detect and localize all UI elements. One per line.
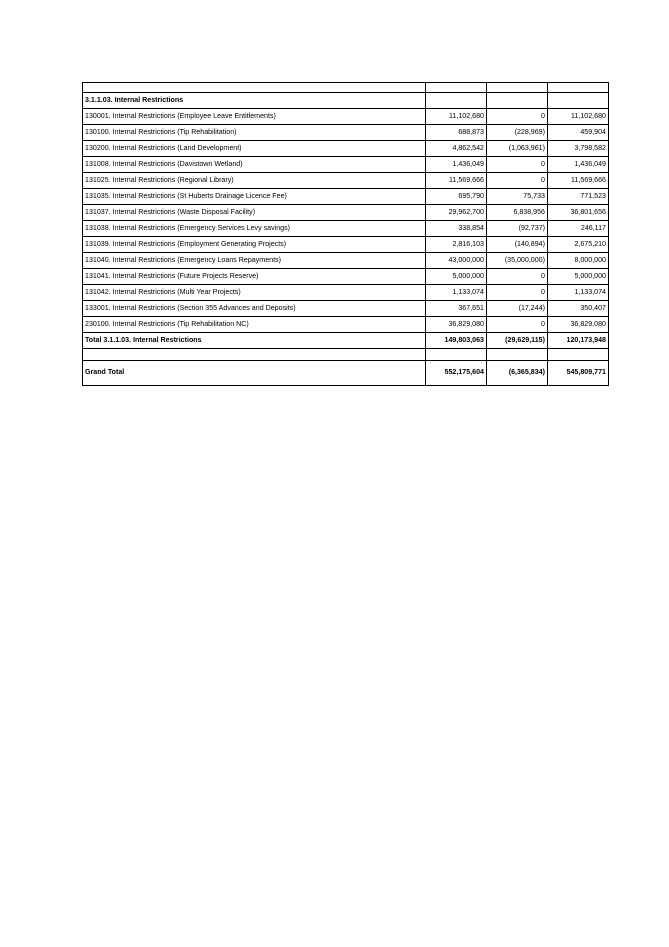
opening-balance: 338,854 xyxy=(426,221,487,237)
opening-balance: 29,962,700 xyxy=(426,205,487,221)
row-description: 131042. Internal Restrictions (Multi Year Projects) xyxy=(83,285,426,301)
row-description: 130100. Internal Restrictions (Tip Rehabilitation) xyxy=(83,125,426,141)
closing-balance: 36,829,080 xyxy=(548,317,609,333)
movement: 0 xyxy=(487,109,548,125)
opening-balance: 1,133,074 xyxy=(426,285,487,301)
row-description: 131035. Internal Restrictions (St Huberts Drainage Licence Fee) xyxy=(83,189,426,205)
grand-total-row xyxy=(83,361,609,386)
table-row xyxy=(83,141,609,157)
table-row xyxy=(83,157,609,173)
table-row xyxy=(83,253,609,269)
row-description: 230100. Internal Restrictions (Tip Rehabilitation NC) xyxy=(83,317,426,333)
section-total-movement: (29,629,115) xyxy=(487,333,548,349)
table-row xyxy=(83,269,609,285)
closing-balance: 771,523 xyxy=(548,189,609,205)
opening-balance: 367,651 xyxy=(426,301,487,317)
opening-balance: 11,102,680 xyxy=(426,109,487,125)
table-row xyxy=(83,189,609,205)
opening-balance: 5,000,000 xyxy=(426,269,487,285)
row-description: 131037. Internal Restrictions (Waste Disposal Facility) xyxy=(83,205,426,221)
closing-balance: 5,000,000 xyxy=(548,269,609,285)
closing-balance: 1,436,049 xyxy=(548,157,609,173)
table-row xyxy=(83,221,609,237)
movement: 0 xyxy=(487,173,548,189)
movement: (35,000,000) xyxy=(487,253,548,269)
movement: 75,733 xyxy=(487,189,548,205)
row-description: 131008. Internal Restrictions (Davistown Wetland) xyxy=(83,157,426,173)
movement: (1,063,961) xyxy=(487,141,548,157)
row-description: 133001. Internal Restrictions (Section 355 Advances and Deposits) xyxy=(83,301,426,317)
closing-balance: 8,000,000 xyxy=(548,253,609,269)
closing-balance: 2,675,210 xyxy=(548,237,609,253)
section-heading: 3.1.1.03. Internal Restrictions xyxy=(83,93,426,109)
movement: (92,737) xyxy=(487,221,548,237)
closing-balance: 459,904 xyxy=(548,125,609,141)
row-description: 130001. Internal Restrictions (Employee Leave Entitlements) xyxy=(83,109,426,125)
closing-balance: 1,133,074 xyxy=(548,285,609,301)
opening-balance: 4,862,542 xyxy=(426,141,487,157)
movement: 0 xyxy=(487,269,548,285)
movement: (228,969) xyxy=(487,125,548,141)
movement: 0 xyxy=(487,157,548,173)
opening-balance: 36,829,080 xyxy=(426,317,487,333)
opening-balance: 688,873 xyxy=(426,125,487,141)
row-description: 131025. Internal Restrictions (Regional Library) xyxy=(83,173,426,189)
closing-balance: 36,801,656 xyxy=(548,205,609,221)
blank-row xyxy=(83,83,609,93)
closing-balance: 350,407 xyxy=(548,301,609,317)
table-row xyxy=(83,173,609,189)
table-row xyxy=(83,109,609,125)
table-row xyxy=(83,205,609,221)
opening-balance: 1,436,049 xyxy=(426,157,487,173)
section-heading-row xyxy=(83,93,609,109)
grand-total-opening: 552,175,604 xyxy=(426,361,487,386)
table-row xyxy=(83,125,609,141)
opening-balance: 43,000,000 xyxy=(426,253,487,269)
opening-balance: 695,790 xyxy=(426,189,487,205)
closing-balance: 3,798,582 xyxy=(548,141,609,157)
row-description: 131039. Internal Restrictions (Employment Generating Projects) xyxy=(83,237,426,253)
table-row xyxy=(83,301,609,317)
movement: 6,838,956 xyxy=(487,205,548,221)
table-row xyxy=(83,317,609,333)
section-total-opening: 149,803,063 xyxy=(426,333,487,349)
row-description: 131041. Internal Restrictions (Future Projects Reserve) xyxy=(83,269,426,285)
grand-total-label: Grand Total xyxy=(83,361,426,386)
opening-balance: 11,569,666 xyxy=(426,173,487,189)
table-row xyxy=(83,285,609,301)
closing-balance: 11,569,666 xyxy=(548,173,609,189)
movement: 0 xyxy=(487,317,548,333)
blank-row xyxy=(83,349,609,361)
grand-total-movement: (6,365,834) xyxy=(487,361,548,386)
row-description: 130200. Internal Restrictions (Land Development) xyxy=(83,141,426,157)
movement: (17,244) xyxy=(487,301,548,317)
movement: 0 xyxy=(487,285,548,301)
section-total-closing: 120,173,948 xyxy=(548,333,609,349)
closing-balance: 11,102,680 xyxy=(548,109,609,125)
row-description: 131038. Internal Restrictions (Emergency Services Levy savings) xyxy=(83,221,426,237)
movement: (140,894) xyxy=(487,237,548,253)
row-description: 131040. Internal Restrictions (Emergency Loans Repayments) xyxy=(83,253,426,269)
section-total-row xyxy=(83,333,609,349)
restrictions-table xyxy=(82,82,609,386)
grand-total-closing: 545,809,771 xyxy=(548,361,609,386)
table-row xyxy=(83,237,609,253)
opening-balance: 2,816,103 xyxy=(426,237,487,253)
section-total-label: Total 3.1.1.03. Internal Restrictions xyxy=(83,333,426,349)
closing-balance: 246,117 xyxy=(548,221,609,237)
